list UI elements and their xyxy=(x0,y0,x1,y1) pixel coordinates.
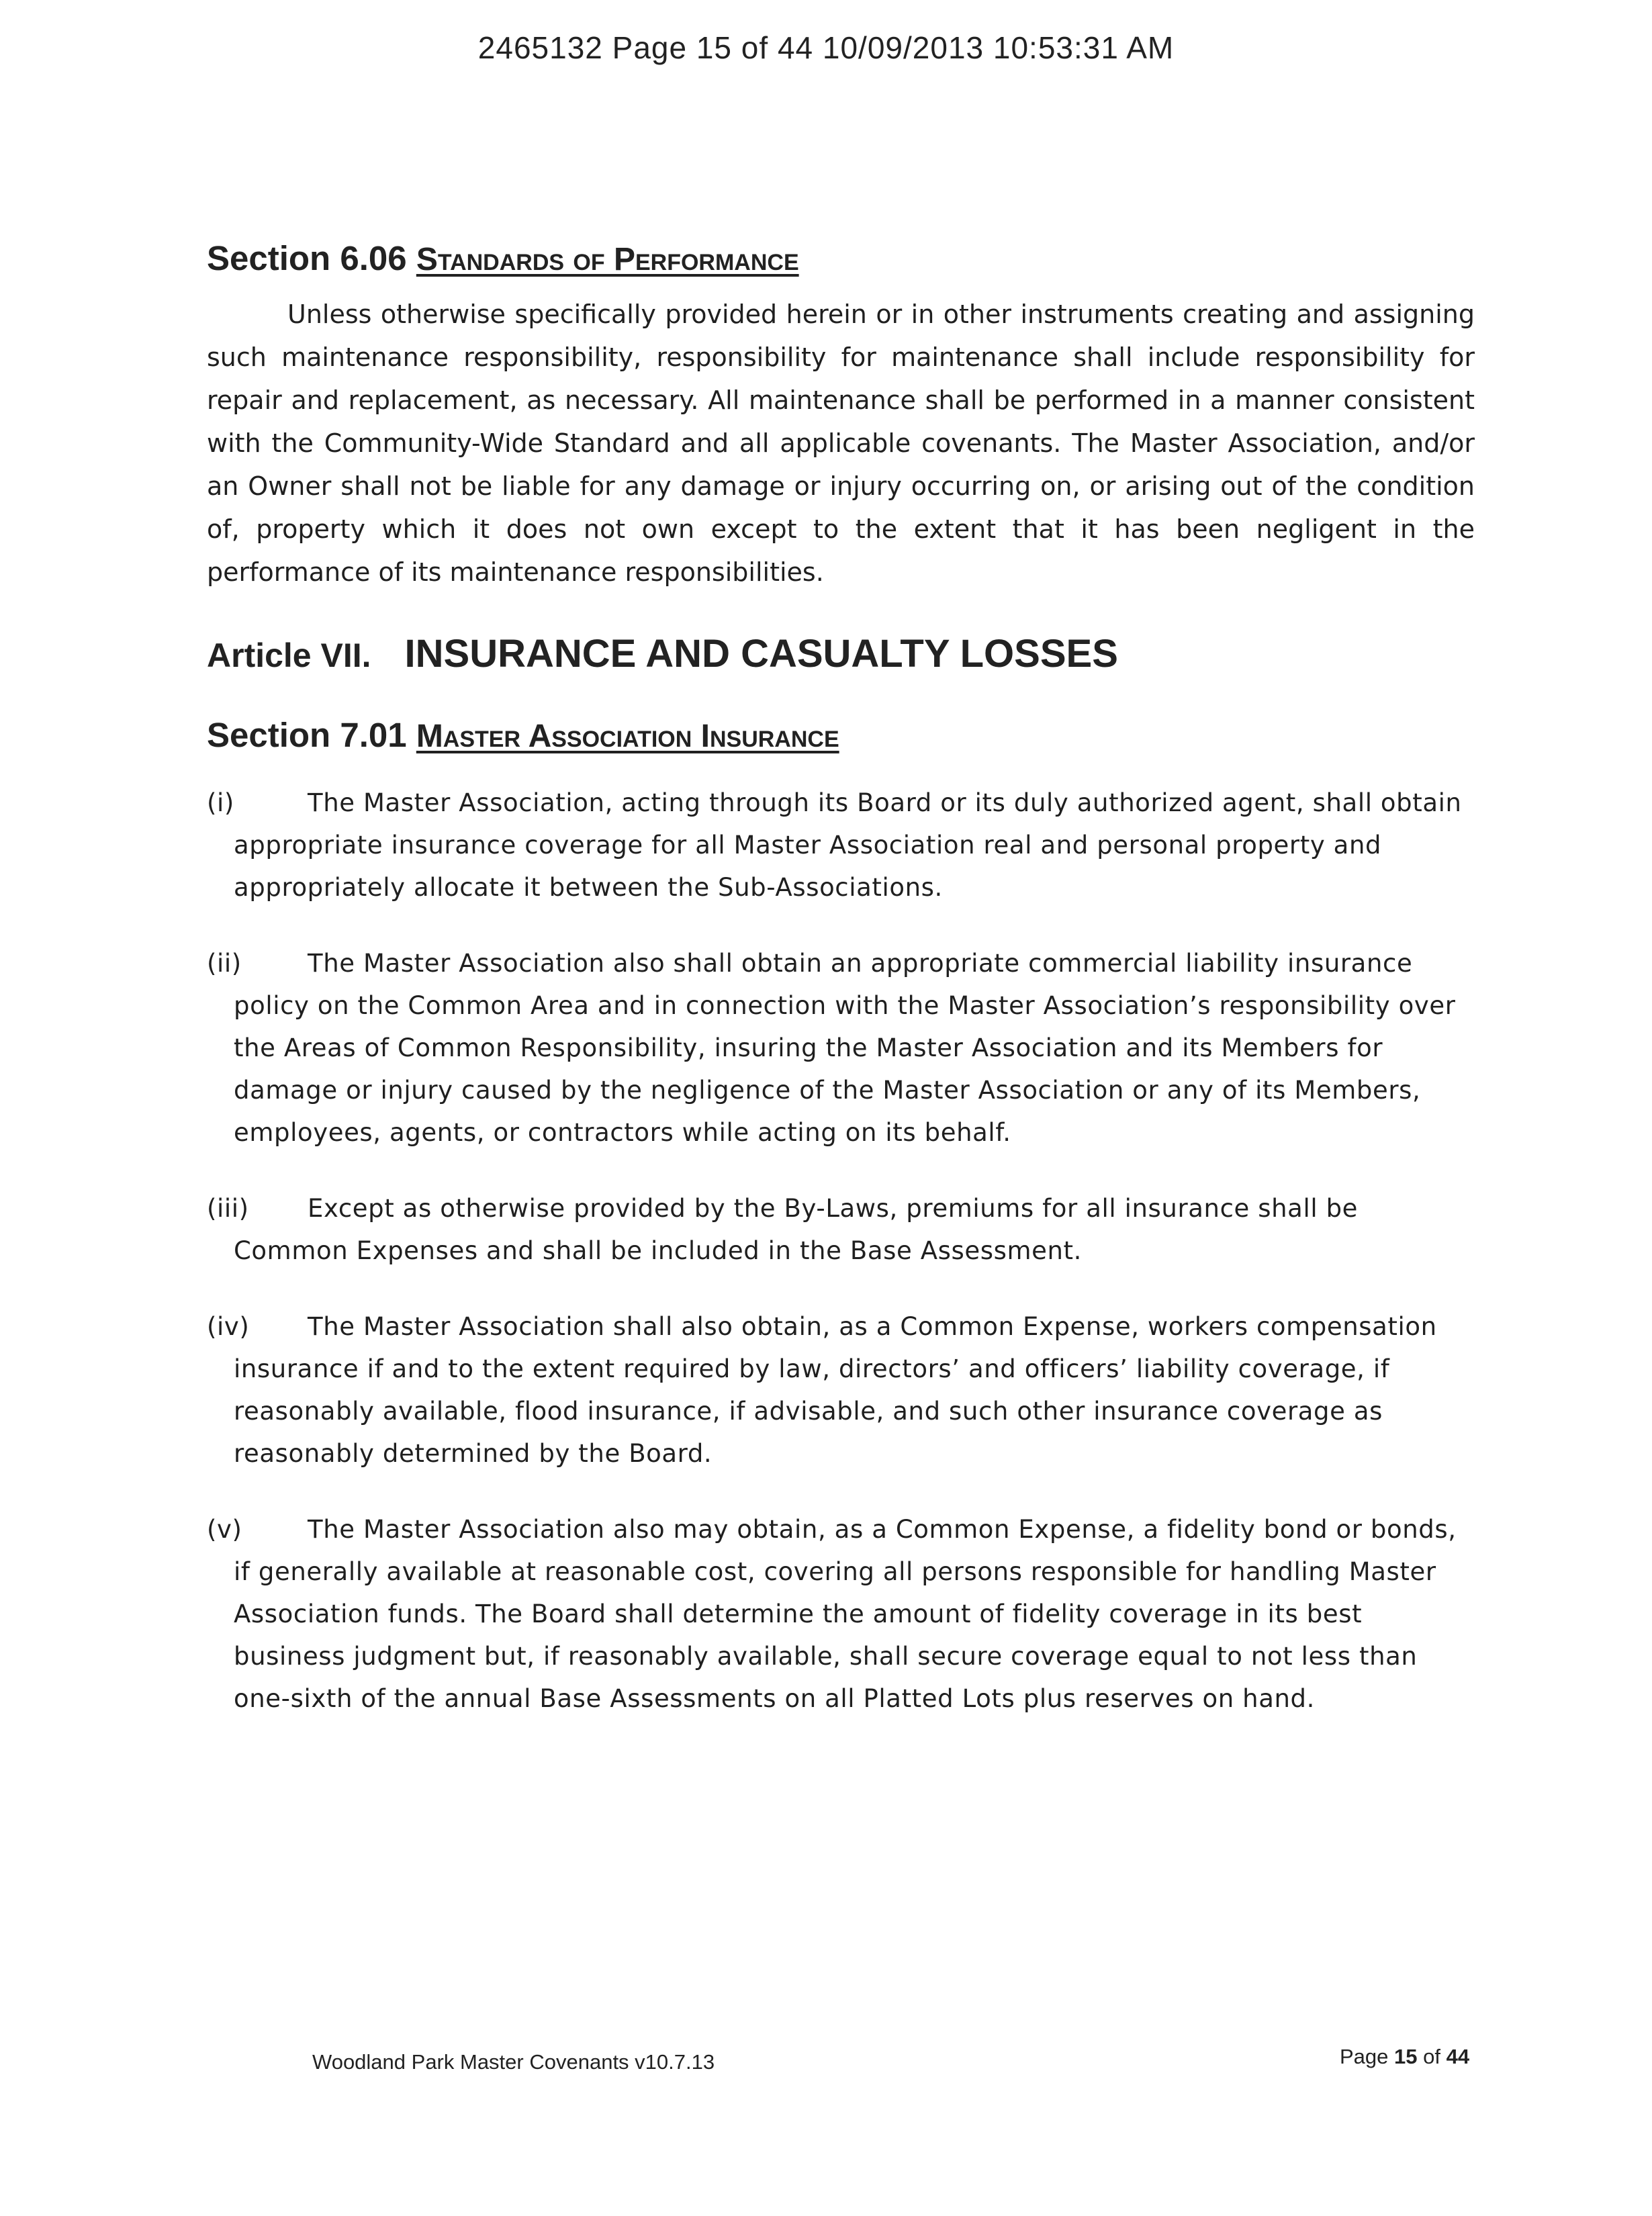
section-6-06-heading xyxy=(207,238,1483,278)
insurance-list xyxy=(207,782,1469,1720)
list-item-iv xyxy=(207,1305,1469,1475)
list-item-ii xyxy=(207,942,1469,1154)
article-number: Article VII. xyxy=(207,637,371,674)
list-item-text: The Master Association shall also obtain, as a Common Expense, workers compensation insurance if and to the extent required by law, directors’ and officers’ liability coverage, if reasonably available, flood insurance, if advisable, and such other insurance coverage as reasonably determined by the Board. xyxy=(234,1312,1437,1468)
section-number: Section 6.06 xyxy=(207,239,407,277)
page-total: 44 xyxy=(1446,2045,1470,2068)
recording-stamp: 2465132 Page 15 of 44 10/09/2013 10:53:31 AM xyxy=(477,30,1175,65)
list-marker: (v) xyxy=(207,1515,242,1544)
of-label: of xyxy=(1423,2045,1440,2068)
section-title: Standards of Performance xyxy=(416,242,799,277)
page-label: Page xyxy=(1340,2045,1389,2068)
section-title: Master Association Insurance xyxy=(416,719,839,754)
list-marker: (iv) xyxy=(207,1312,250,1341)
article-title: INSURANCE AND CASUALTY LOSSES xyxy=(404,632,1118,676)
list-item-v xyxy=(207,1508,1469,1720)
page-content xyxy=(207,238,1483,1720)
list-item-i xyxy=(207,782,1469,909)
list-marker: (i) xyxy=(207,788,234,817)
list-marker: (iii) xyxy=(207,1194,249,1223)
list-item-text: The Master Association also shall obtain an appropriate commercial liability insurance policy on the Common Area and in connection with the Master Association’s responsibility over the Areas of Common Responsibility, insuring the Master Association and its Members for damage or injury caused by the negligence of the Master Association or any of its Members, employees, agents, or contractors while acting on its behalf. xyxy=(234,949,1456,1147)
list-item-iii xyxy=(207,1187,1469,1272)
section-7-01-heading xyxy=(207,715,1483,755)
list-marker: (ii) xyxy=(207,949,242,978)
section-6-06-body: Unless otherwise specifically provided herein or in other instruments creating and assigning such maintenance responsibility, responsibility for maintenance shall include responsibility for repair and replacement, as necessary. All maintenance shall be performed in a manner consistent with the Community-Wide Standard and all applicable covenants. The Master Association, and/or an Owner shall not be liable for any damage or injury occurring on, or arising out of the condition of, property which it does not own except to the extent that it has been negligent in the performance of its maintenance responsibilities. xyxy=(207,299,1475,587)
page-current: 15 xyxy=(1394,2045,1418,2068)
footer-page-number xyxy=(1340,2045,1469,2069)
list-item-text: The Master Association also may obtain, as a Common Expense, a fidelity bond or bonds, if generally available at reasonable cost, covering all persons responsible for handling Master Association funds. The Board shall determine the amount of fidelity coverage in its best business judgment but, if reasonably available, shall secure coverage equal to not less than one-sixth of the annual Base Assessments on all Platted Lots plus reserves on hand. xyxy=(234,1515,1457,1713)
section-number: Section 7.01 xyxy=(207,716,407,754)
article-7-heading xyxy=(207,631,1483,676)
footer-document-name: Woodland Park Master Covenants v10.7.13 xyxy=(312,2050,715,2074)
list-item-text: Except as otherwise provided by the By-Laws, premiums for all insurance shall be Common Expenses and shall be included in the Base Assessment. xyxy=(234,1194,1359,1265)
list-item-text: The Master Association, acting through its Board or its duly authorized agent, shall obtain appropriate insurance coverage for all Master Association real and personal property and appropriately allocate it between the Sub-Associations. xyxy=(234,788,1462,902)
